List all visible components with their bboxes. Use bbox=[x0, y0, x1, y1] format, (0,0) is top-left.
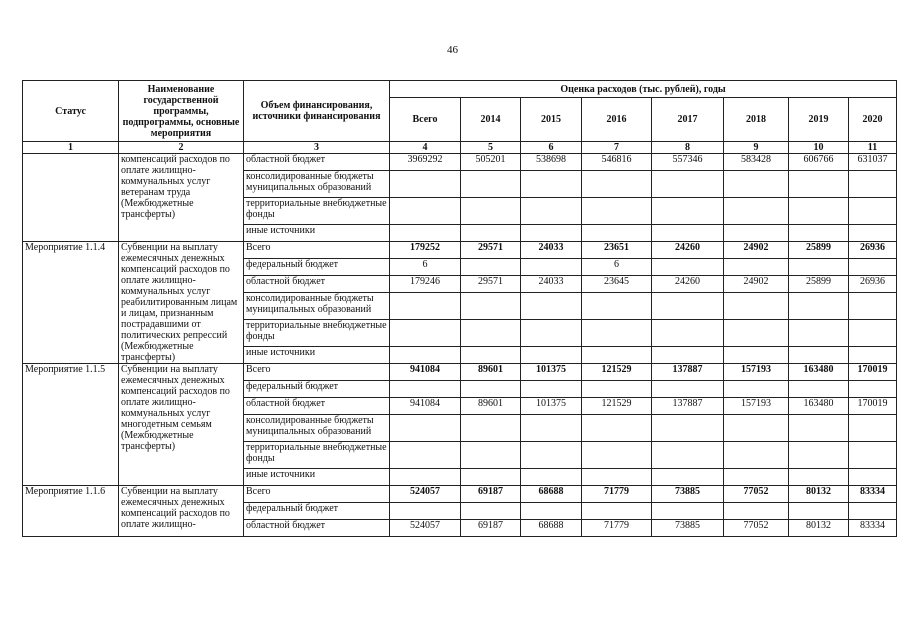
total-value-cell bbox=[390, 198, 461, 225]
funding-source-cell: Всего bbox=[244, 364, 390, 381]
year-value-cell: 101375 bbox=[521, 364, 582, 381]
year-value-cell: 68688 bbox=[521, 520, 582, 537]
year-value-cell bbox=[582, 415, 652, 442]
header-estimate: Оценка расходов (тыс. рублей), годы bbox=[390, 81, 897, 98]
year-value-cell bbox=[582, 320, 652, 347]
funding-source-cell: федеральный бюджет bbox=[244, 381, 390, 398]
year-value-cell bbox=[724, 198, 789, 225]
year-value-cell: 77052 bbox=[724, 486, 789, 503]
year-value-cell bbox=[521, 198, 582, 225]
total-value-cell: 524057 bbox=[390, 486, 461, 503]
year-value-cell bbox=[521, 320, 582, 347]
year-value-cell bbox=[652, 415, 724, 442]
year-value-cell bbox=[652, 469, 724, 486]
funding-source-cell: территориальные внебюджетные фонды bbox=[244, 198, 390, 225]
year-value-cell bbox=[521, 259, 582, 276]
year-value-cell: 546816 bbox=[582, 154, 652, 171]
year-value-cell: 163480 bbox=[789, 364, 849, 381]
column-number-row bbox=[23, 142, 897, 154]
header-year: 2018 bbox=[724, 98, 789, 142]
year-value-cell bbox=[461, 381, 521, 398]
funding-source-cell: областной бюджет bbox=[244, 520, 390, 537]
year-value-cell bbox=[461, 198, 521, 225]
year-value-cell bbox=[849, 259, 897, 276]
year-value-cell bbox=[849, 415, 897, 442]
year-value-cell bbox=[521, 415, 582, 442]
year-value-cell bbox=[789, 381, 849, 398]
page-number: 46 bbox=[447, 44, 458, 56]
funding-source-cell: областной бюджет bbox=[244, 398, 390, 415]
year-value-cell bbox=[521, 381, 582, 398]
year-value-cell: 83334 bbox=[849, 486, 897, 503]
header-name: Наименование государственной программы, подпрограммы, основные мероприятия bbox=[119, 81, 244, 142]
total-value-cell bbox=[390, 381, 461, 398]
table-row bbox=[23, 364, 897, 381]
year-value-cell bbox=[789, 503, 849, 520]
year-value-cell bbox=[652, 293, 724, 320]
funding-source-cell: консолидированные бюджеты муниципальных образований bbox=[244, 415, 390, 442]
year-value-cell bbox=[789, 171, 849, 198]
year-value-cell: 73885 bbox=[652, 520, 724, 537]
year-value-cell bbox=[582, 381, 652, 398]
year-value-cell bbox=[724, 442, 789, 469]
measure-name-cell: Субвенции на выплату ежемесячных денежных компенсаций расходов по оплате жилищно- bbox=[119, 486, 244, 537]
year-value-cell bbox=[849, 503, 897, 520]
year-value-cell: 538698 bbox=[521, 154, 582, 171]
total-value-cell: 179252 bbox=[390, 242, 461, 259]
year-value-cell: 121529 bbox=[582, 398, 652, 415]
year-value-cell bbox=[724, 259, 789, 276]
funding-source-cell: иные источники bbox=[244, 469, 390, 486]
year-value-cell bbox=[461, 259, 521, 276]
total-value-cell bbox=[390, 225, 461, 242]
funding-source-cell: областной бюджет bbox=[244, 154, 390, 171]
year-value-cell bbox=[724, 415, 789, 442]
measure-name-cell: Субвенции на выплату ежемесячных денежных компенсаций расходов по оплате жилищно-коммунальных услуг реабилитированным лицам и лицам, признанным пострадавшими от политических репрессий (Межбюджетные трансферты) bbox=[119, 242, 244, 364]
total-value-cell bbox=[390, 415, 461, 442]
column-number: 11 bbox=[849, 142, 897, 154]
year-value-cell: 80132 bbox=[789, 520, 849, 537]
total-value-cell bbox=[390, 293, 461, 320]
header-year: 2019 bbox=[789, 98, 849, 142]
funding-source-cell: иные источники bbox=[244, 225, 390, 242]
year-value-cell: 26936 bbox=[849, 242, 897, 259]
year-value-cell: 505201 bbox=[461, 154, 521, 171]
year-value-cell bbox=[461, 415, 521, 442]
header-year: 2020 bbox=[849, 98, 897, 142]
year-value-cell bbox=[582, 225, 652, 242]
year-value-cell bbox=[582, 503, 652, 520]
year-value-cell: 170019 bbox=[849, 398, 897, 415]
year-value-cell: 157193 bbox=[724, 398, 789, 415]
year-value-cell bbox=[849, 225, 897, 242]
year-value-cell: 24260 bbox=[652, 276, 724, 293]
year-value-cell: 23645 bbox=[582, 276, 652, 293]
year-value-cell bbox=[521, 469, 582, 486]
year-value-cell bbox=[724, 503, 789, 520]
year-value-cell: 89601 bbox=[461, 398, 521, 415]
funding-source-cell: консолидированные бюджеты муниципальных образований bbox=[244, 171, 390, 198]
column-number: 6 bbox=[521, 142, 582, 154]
funding-source-cell: Всего bbox=[244, 242, 390, 259]
column-number: 7 bbox=[582, 142, 652, 154]
year-value-cell: 29571 bbox=[461, 276, 521, 293]
year-value-cell bbox=[724, 469, 789, 486]
year-value-cell: 29571 bbox=[461, 242, 521, 259]
year-value-cell bbox=[724, 293, 789, 320]
year-value-cell bbox=[849, 442, 897, 469]
year-value-cell: 121529 bbox=[582, 364, 652, 381]
header-year: 2017 bbox=[652, 98, 724, 142]
year-value-cell bbox=[461, 503, 521, 520]
year-value-cell bbox=[461, 293, 521, 320]
year-value-cell bbox=[461, 320, 521, 347]
year-value-cell: 71779 bbox=[582, 520, 652, 537]
year-value-cell bbox=[461, 469, 521, 486]
year-value-cell bbox=[849, 469, 897, 486]
year-value-cell: 137887 bbox=[652, 398, 724, 415]
year-value-cell: 25899 bbox=[789, 276, 849, 293]
year-value-cell bbox=[652, 225, 724, 242]
year-value-cell bbox=[521, 293, 582, 320]
year-value-cell bbox=[652, 320, 724, 347]
total-value-cell: 941084 bbox=[390, 364, 461, 381]
year-value-cell bbox=[652, 171, 724, 198]
year-value-cell bbox=[461, 347, 521, 364]
year-value-cell bbox=[652, 442, 724, 469]
year-value-cell bbox=[789, 415, 849, 442]
year-value-cell bbox=[789, 225, 849, 242]
total-value-cell bbox=[390, 171, 461, 198]
funding-source-cell: областной бюджет bbox=[244, 276, 390, 293]
total-value-cell: 524057 bbox=[390, 520, 461, 537]
year-value-cell: 557346 bbox=[652, 154, 724, 171]
header-year: 2014 bbox=[461, 98, 521, 142]
table-row bbox=[23, 242, 897, 259]
year-value-cell: 24260 bbox=[652, 242, 724, 259]
year-value-cell bbox=[652, 381, 724, 398]
year-value-cell: 68688 bbox=[521, 486, 582, 503]
year-value-cell: 73885 bbox=[652, 486, 724, 503]
column-number: 2 bbox=[119, 142, 244, 154]
year-value-cell: 25899 bbox=[789, 242, 849, 259]
year-value-cell bbox=[724, 347, 789, 364]
year-value-cell bbox=[724, 225, 789, 242]
year-value-cell bbox=[521, 225, 582, 242]
column-number: 10 bbox=[789, 142, 849, 154]
column-number: 3 bbox=[244, 142, 390, 154]
year-value-cell: 137887 bbox=[652, 364, 724, 381]
year-value-cell: 170019 bbox=[849, 364, 897, 381]
total-value-cell: 3969292 bbox=[390, 154, 461, 171]
header-year: Всего bbox=[390, 98, 461, 142]
year-value-cell: 631037 bbox=[849, 154, 897, 171]
year-value-cell: 89601 bbox=[461, 364, 521, 381]
total-value-cell: 941084 bbox=[390, 398, 461, 415]
year-value-cell: 83334 bbox=[849, 520, 897, 537]
year-value-cell bbox=[789, 320, 849, 347]
year-value-cell bbox=[724, 320, 789, 347]
year-value-cell: 24902 bbox=[724, 276, 789, 293]
funding-source-cell: иные источники bbox=[244, 347, 390, 364]
year-value-cell: 24033 bbox=[521, 242, 582, 259]
status-cell bbox=[23, 154, 119, 242]
year-value-cell: 23651 bbox=[582, 242, 652, 259]
header-status: Статус bbox=[23, 81, 119, 142]
total-value-cell bbox=[390, 469, 461, 486]
budget-table bbox=[22, 80, 897, 537]
year-value-cell bbox=[849, 320, 897, 347]
funding-source-cell: консолидированные бюджеты муниципальных образований bbox=[244, 293, 390, 320]
year-value-cell bbox=[521, 171, 582, 198]
year-value-cell bbox=[849, 381, 897, 398]
year-value-cell bbox=[582, 347, 652, 364]
year-value-cell bbox=[789, 293, 849, 320]
year-value-cell bbox=[849, 347, 897, 364]
funding-source-cell: федеральный бюджет bbox=[244, 259, 390, 276]
table-body bbox=[23, 154, 897, 537]
year-value-cell: 101375 bbox=[521, 398, 582, 415]
year-value-cell bbox=[849, 293, 897, 320]
header-year: 2015 bbox=[521, 98, 582, 142]
year-value-cell bbox=[652, 259, 724, 276]
year-value-cell bbox=[789, 259, 849, 276]
year-value-cell bbox=[582, 171, 652, 198]
year-value-cell: 26936 bbox=[849, 276, 897, 293]
year-value-cell: 69187 bbox=[461, 520, 521, 537]
total-value-cell: 179246 bbox=[390, 276, 461, 293]
year-value-cell: 71779 bbox=[582, 486, 652, 503]
year-value-cell bbox=[461, 171, 521, 198]
year-value-cell: 157193 bbox=[724, 364, 789, 381]
year-value-cell: 24033 bbox=[521, 276, 582, 293]
year-value-cell bbox=[461, 442, 521, 469]
year-value-cell bbox=[521, 503, 582, 520]
total-value-cell bbox=[390, 320, 461, 347]
year-value-cell: 6 bbox=[582, 259, 652, 276]
year-value-cell: 163480 bbox=[789, 398, 849, 415]
year-value-cell: 606766 bbox=[789, 154, 849, 171]
year-value-cell bbox=[849, 198, 897, 225]
column-number: 8 bbox=[652, 142, 724, 154]
year-value-cell bbox=[724, 171, 789, 198]
status-cell: Мероприятие 1.1.4 bbox=[23, 242, 119, 364]
year-value-cell: 583428 bbox=[724, 154, 789, 171]
year-value-cell bbox=[521, 347, 582, 364]
status-cell: Мероприятие 1.1.5 bbox=[23, 364, 119, 486]
year-value-cell bbox=[582, 293, 652, 320]
year-value-cell bbox=[582, 469, 652, 486]
year-value-cell bbox=[849, 171, 897, 198]
year-value-cell bbox=[582, 198, 652, 225]
column-number: 9 bbox=[724, 142, 789, 154]
year-value-cell bbox=[724, 381, 789, 398]
funding-source-cell: территориальные внебюджетные фонды bbox=[244, 320, 390, 347]
funding-source-cell: территориальные внебюджетные фонды bbox=[244, 442, 390, 469]
table-row bbox=[23, 486, 897, 503]
year-value-cell: 77052 bbox=[724, 520, 789, 537]
measure-name-cell: компенсаций расходов по оплате жилищно-коммунальных услуг ветеранам труда (Межбюджетные трансферты) bbox=[119, 154, 244, 242]
funding-source-cell: Всего bbox=[244, 486, 390, 503]
total-value-cell: 6 bbox=[390, 259, 461, 276]
year-value-cell bbox=[789, 198, 849, 225]
total-value-cell bbox=[390, 347, 461, 364]
measure-name-cell: Субвенции на выплату ежемесячных денежных компенсаций расходов по оплате жилищно-коммунальных услуг многодетным семьям (Межбюджетные трансферты) bbox=[119, 364, 244, 486]
year-value-cell bbox=[789, 347, 849, 364]
year-value-cell: 80132 bbox=[789, 486, 849, 503]
status-cell: Мероприятие 1.1.6 bbox=[23, 486, 119, 537]
year-value-cell bbox=[461, 225, 521, 242]
year-value-cell: 24902 bbox=[724, 242, 789, 259]
year-value-cell: 69187 bbox=[461, 486, 521, 503]
year-value-cell bbox=[582, 442, 652, 469]
total-value-cell bbox=[390, 503, 461, 520]
header-source: Объем финансирования, источники финансирования bbox=[244, 81, 390, 142]
funding-source-cell: федеральный бюджет bbox=[244, 503, 390, 520]
year-value-cell bbox=[652, 198, 724, 225]
year-value-cell bbox=[652, 503, 724, 520]
table-row bbox=[23, 154, 897, 171]
total-value-cell bbox=[390, 442, 461, 469]
year-value-cell bbox=[521, 442, 582, 469]
header-year: 2016 bbox=[582, 98, 652, 142]
year-value-cell bbox=[789, 469, 849, 486]
column-number: 1 bbox=[23, 142, 119, 154]
year-value-cell bbox=[652, 347, 724, 364]
year-value-cell bbox=[789, 442, 849, 469]
column-number: 4 bbox=[390, 142, 461, 154]
column-number: 5 bbox=[461, 142, 521, 154]
